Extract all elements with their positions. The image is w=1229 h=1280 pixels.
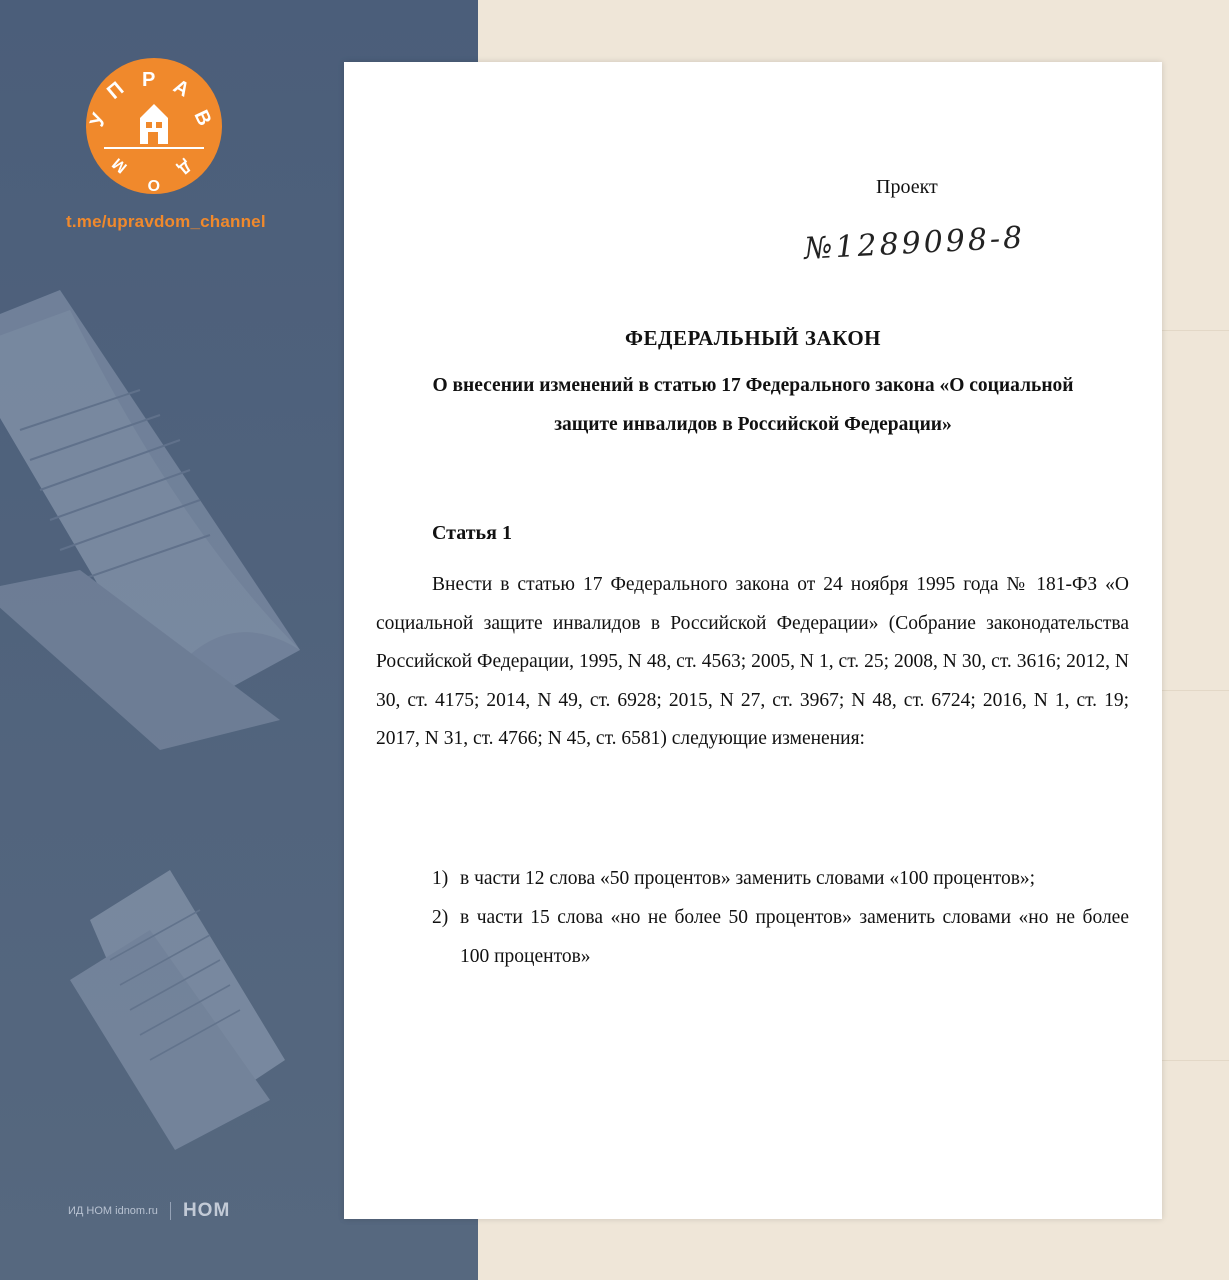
law-title: ФЕДЕРАЛЬНЫЙ ЗАКОН	[625, 326, 881, 350]
footer-divider	[170, 1202, 171, 1220]
item-number: 1)	[432, 868, 449, 889]
subtitle-line: защите инвалидов в Российской Федерации»	[554, 414, 952, 435]
svg-text:У: У	[86, 110, 111, 130]
amendment-item	[432, 860, 1129, 899]
subtitle-line: О внесении изменений в статью 17 Федерального закона «О социальной	[432, 375, 1074, 396]
amendment-item	[432, 899, 1129, 976]
publisher-text: ИД НОМ idnom.ru	[68, 1205, 158, 1217]
channel-link[interactable]: t.me/upravdom_channel	[66, 212, 266, 231]
shelf-divider	[1160, 1060, 1229, 1061]
svg-text:Р: Р	[142, 69, 156, 91]
publisher-footer	[68, 1200, 230, 1222]
article-body: Внести в статью 17 Федерального закона от 24 ноября 1995 года № 181-ФЗ «О социальной защите инвалидов в Российской Федерации» (Собрание законодательства Российской Федерации, 1995, N 48, ст. 4563; 2005, N 1, ст. 25; 2008, N 30, ст. 3616; 2012, N 30, ст. 4175; 2014, N 49, ст. 6928; 2015, N 27, ст. 3967; N 48, ст. 6724; 2016, N 1, ст. 19; 2017, N 31, ст. 4766; N 45, ст. 6581) следующие изменения:	[376, 574, 1129, 749]
article-heading: Статья 1	[432, 522, 512, 544]
item-text: в части 15 слова «но не более 50 процентов» заменить словами «но не более 100 процентов»	[460, 907, 1129, 967]
svg-text:М: М	[109, 154, 131, 176]
svg-text:В: В	[189, 106, 216, 130]
item-text: в части 12 слова «50 процентов» заменить словами «100 процентов»;	[460, 868, 1036, 889]
project-label: Проект	[876, 176, 938, 198]
law-subtitle	[364, 366, 1142, 444]
shelf-divider	[1160, 690, 1229, 691]
shelf-divider	[1160, 330, 1229, 331]
svg-text:Д: Д	[174, 156, 195, 178]
svg-text:А: А	[169, 75, 194, 102]
svg-text:П: П	[103, 77, 129, 104]
handwritten-registration-number: №1289098-8	[803, 220, 1026, 267]
item-number: 2)	[432, 907, 449, 928]
law-document-page	[344, 62, 1162, 1219]
svg-text:О: О	[147, 176, 160, 193]
nom-logo: НОМ	[182, 1200, 231, 1221]
upravdom-logo	[84, 56, 224, 196]
